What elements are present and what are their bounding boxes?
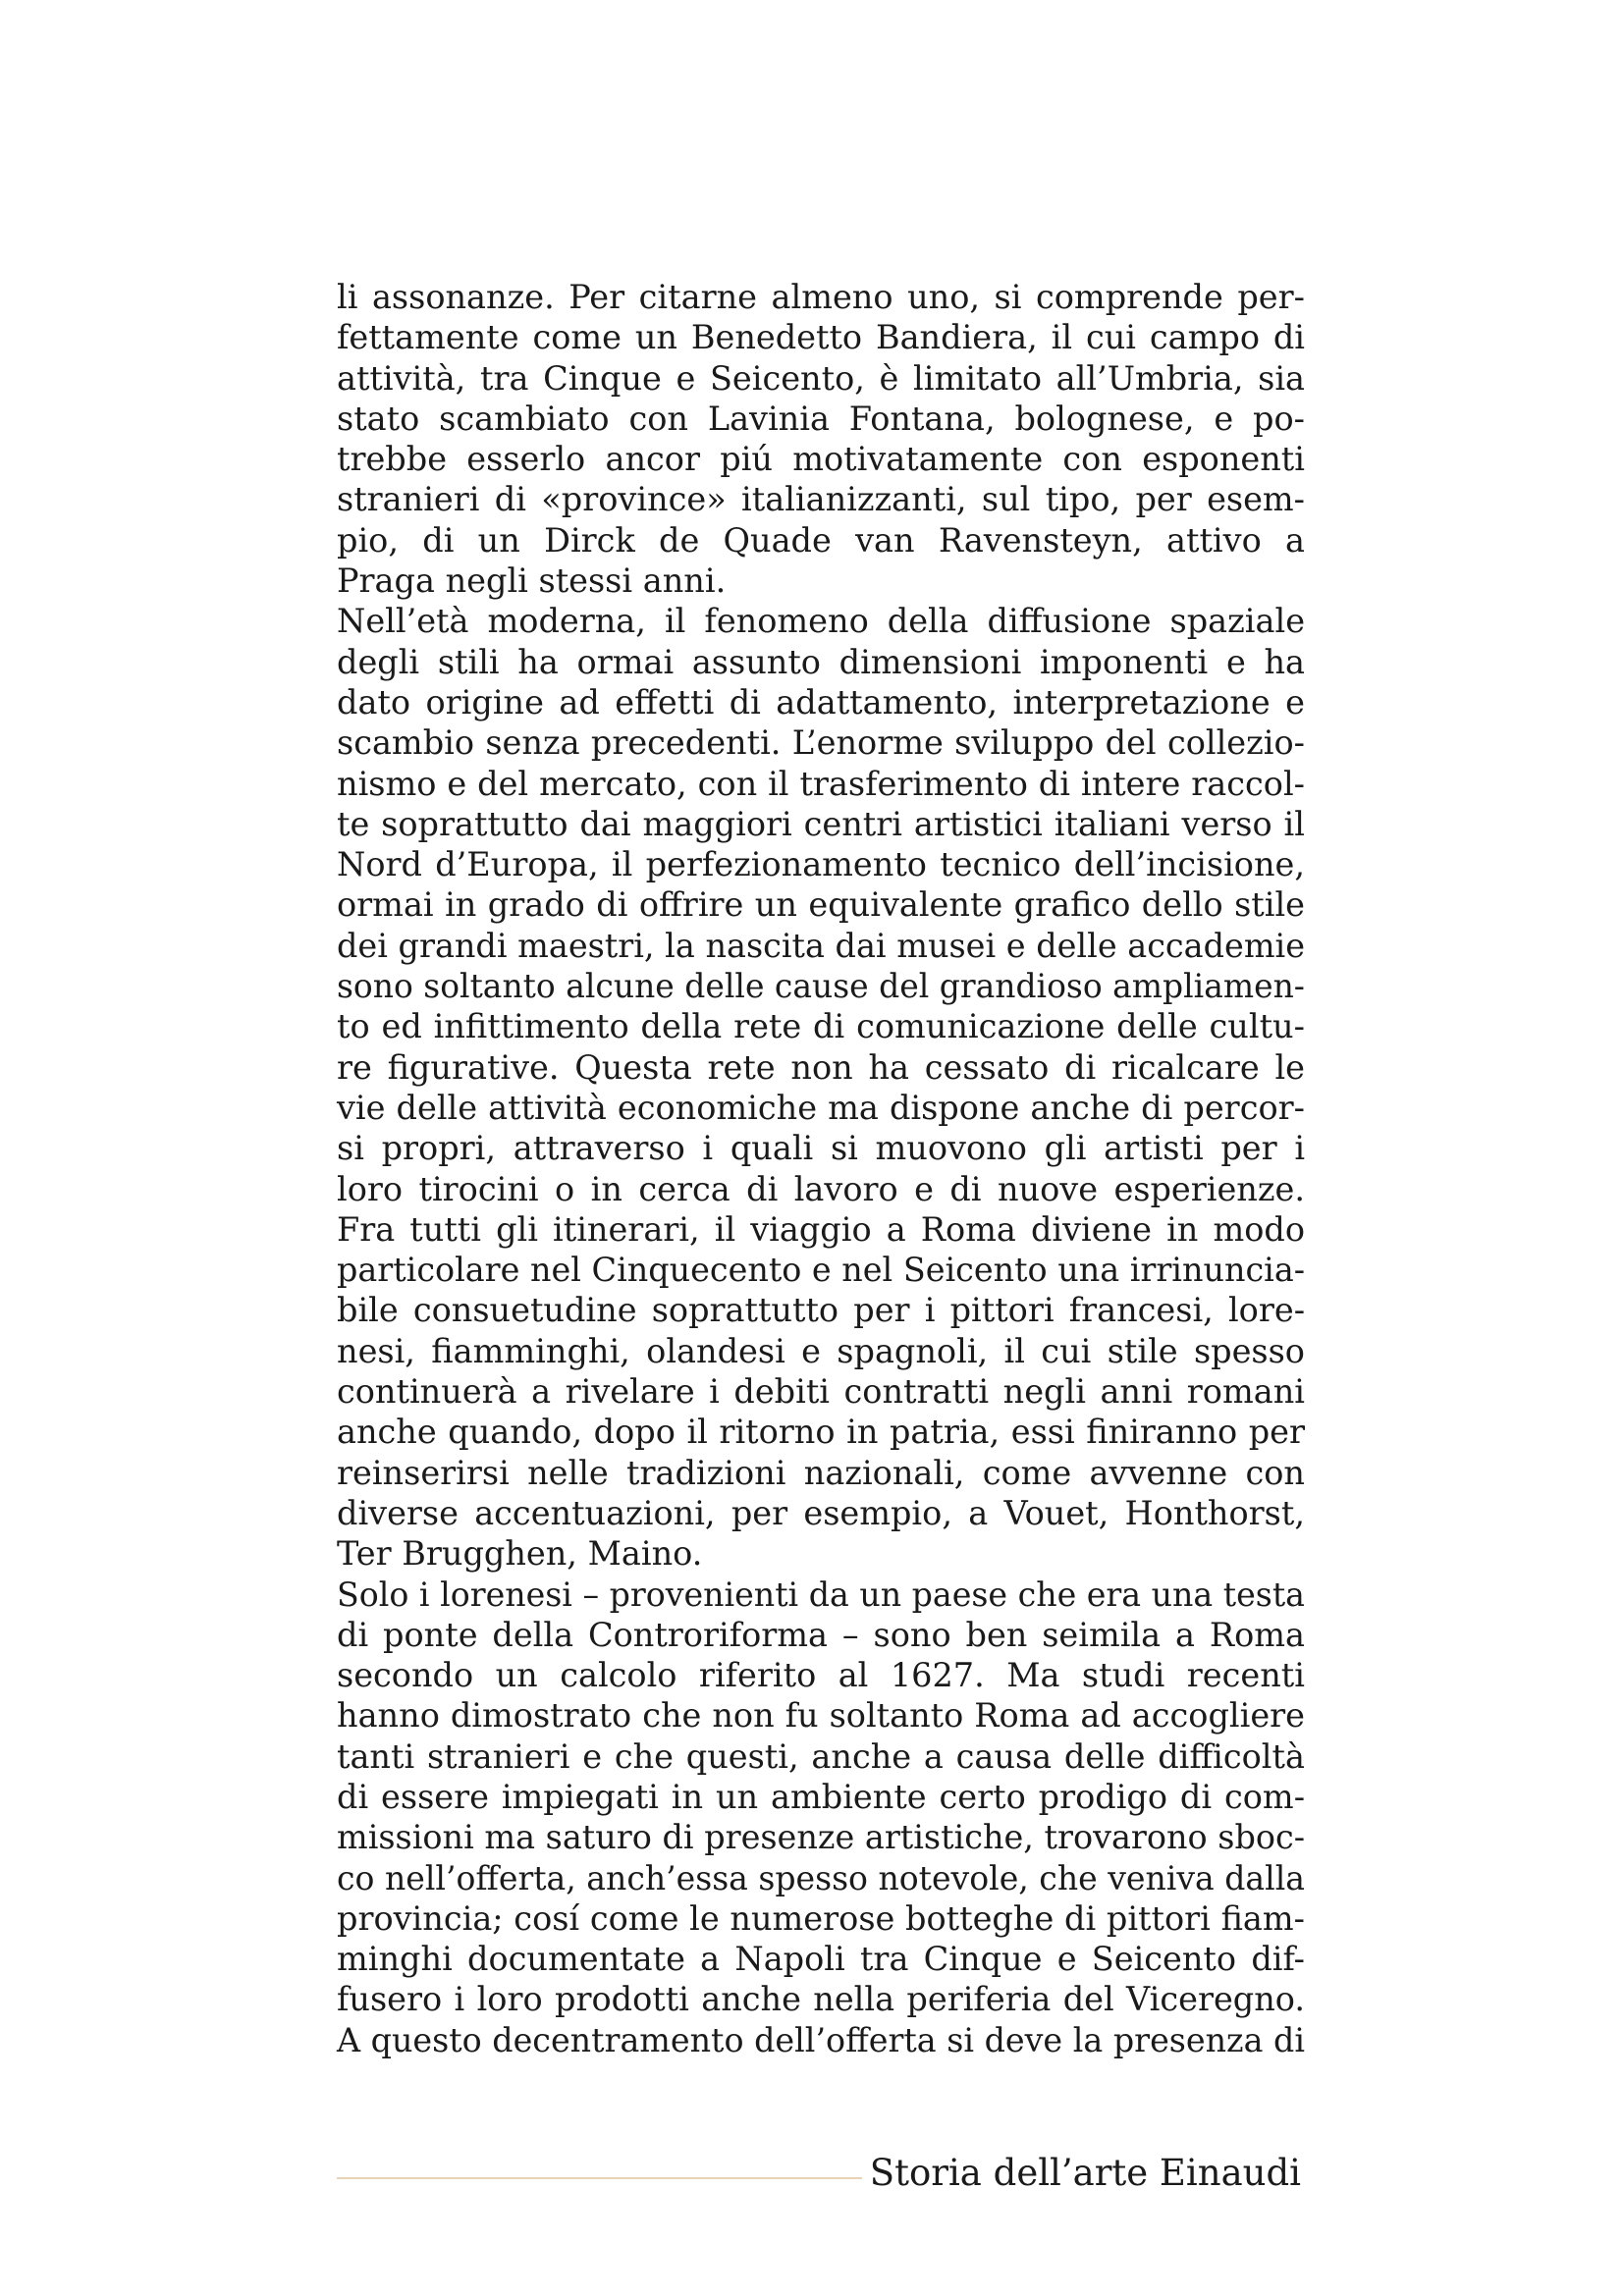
- text-line: te soprattutto dai maggiori centri artistici italiani verso il: [337, 804, 1305, 843]
- text-line: nesi, fiamminghi, olandesi e spagnoli, il cui stile spesso: [337, 1331, 1305, 1370]
- text-line: Nord d’Europa, il perfezionamento tecnico dell’incisione,: [337, 845, 1306, 884]
- footer-rule: [337, 2177, 862, 2179]
- text-line: tanti stranieri e che questi, anche a causa delle difficoltà: [337, 1736, 1305, 1776]
- text-line: hanno dimostrato che non fu soltanto Roma ad accogliere: [337, 1696, 1305, 1735]
- text-line: dei grandi maestri, la nascita dai musei e delle accademie: [337, 926, 1306, 965]
- text-line: minghi documentate a Napoli tra Cinque e Seicento dif-: [337, 1940, 1306, 1979]
- text-line: di ponte della Controriforma – sono ben seimila a Roma: [337, 1615, 1305, 1654]
- text-line: si propri, attraverso i quali si muovono gli artisti per i: [337, 1129, 1306, 1168]
- text-line: attività, tra Cinque e Seicento, è limitato all’Umbria, sia: [337, 358, 1306, 398]
- text-line: nismo e del mercato, con il trasferimento di intere raccol-: [337, 764, 1305, 803]
- text-line: re figurative. Questa rete non ha cessato di ricalcare le: [337, 1047, 1306, 1087]
- text-line: Fra tutti gli itinerari, il viaggio a Roma diviene in modo: [337, 1209, 1305, 1249]
- text-line: sono soltanto alcune delle cause del grandioso ampliamen-: [337, 967, 1305, 1006]
- text-line: fettamente come un Benedetto Bandiera, il cui campo di: [337, 318, 1306, 357]
- text-line: continuerà a rivelare i debiti contratti negli anni romani: [337, 1372, 1306, 1412]
- text-line: pio, di un Dirck de Quade van Ravensteyn, attivo a: [337, 520, 1305, 560]
- text-line: co nell’offerta, anch’essa spesso notevole, che veniva dalla: [337, 1858, 1306, 1897]
- text-line: anche quando, dopo il ritorno in patria, essi finiranno per: [337, 1413, 1306, 1452]
- text-line: dato origine ad effetti di adattamento, interpretazione e: [337, 682, 1305, 721]
- text-line: stato scambiato con Lavinia Fontana, bolognese, e po-: [337, 399, 1305, 438]
- text-line: di essere impiegati in un ambiente certo prodigo di com-: [337, 1777, 1306, 1816]
- text-line: Ter Brugghen, Maino.: [337, 1534, 703, 1574]
- text-line: A questo decentramento dell’offerta si deve la presenza di: [337, 2020, 1306, 2059]
- text-line: Praga negli stessi anni.: [337, 561, 727, 601]
- text-line: stranieri di «province» italianizzanti, sul tipo, per esem-: [337, 480, 1306, 519]
- text-line: Solo i lorenesi – provenienti da un paese che era una testa: [337, 1575, 1305, 1614]
- footer-title: Storia dell’arte Einaudi: [869, 2152, 1301, 2194]
- text-line: missioni ma saturo di presenze artistiche, trovarono sboc-: [337, 1818, 1306, 1857]
- text-line: vie delle attività economiche ma dispone anche di percor-: [337, 1088, 1305, 1127]
- text-line: secondo un calcolo riferito al 1627. Ma studi recenti: [337, 1656, 1305, 1695]
- text-line: loro tirocini o in cerca di lavoro e di nuove esperienze.: [337, 1169, 1305, 1208]
- text-line: diverse accentuazioni, per esempio, a Vouet, Honthorst,: [337, 1493, 1305, 1532]
- text-line: Nell’età moderna, il fenomeno della diffusione spaziale: [337, 602, 1306, 641]
- text-line: to ed infittimento della rete di comunicazione delle cultu-: [337, 1007, 1305, 1046]
- text-line: scambio senza precedenti. L’enorme sviluppo del collezio-: [337, 723, 1305, 763]
- text-line: reinserirsi nelle tradizioni nazionali, come avvenne con: [337, 1453, 1305, 1492]
- text-line: degli stili ha ormai assunto dimensioni imponenti e ha: [337, 642, 1305, 681]
- text-line: bile consuetudine soprattutto per i pittori francesi, lore-: [337, 1291, 1306, 1330]
- text-line: fusero i loro prodotti anche nella periferia del Viceregno.: [337, 1980, 1306, 2019]
- body-text: [337, 277, 1305, 2060]
- text-line: particolare nel Cinquecento e nel Seicento una irrinuncia-: [337, 1251, 1306, 1290]
- text-line: li assonanze. Per citarne almeno uno, si comprende per-: [337, 278, 1305, 316]
- text-line: ormai in grado di offrire un equivalente grafico dello stile: [337, 885, 1306, 925]
- text-line: trebbe esserlo ancor piú motivatamente con esponenti: [337, 440, 1305, 479]
- text-line: provincia; cosí come le numerose botteghe di pittori fiam-: [337, 1898, 1305, 1938]
